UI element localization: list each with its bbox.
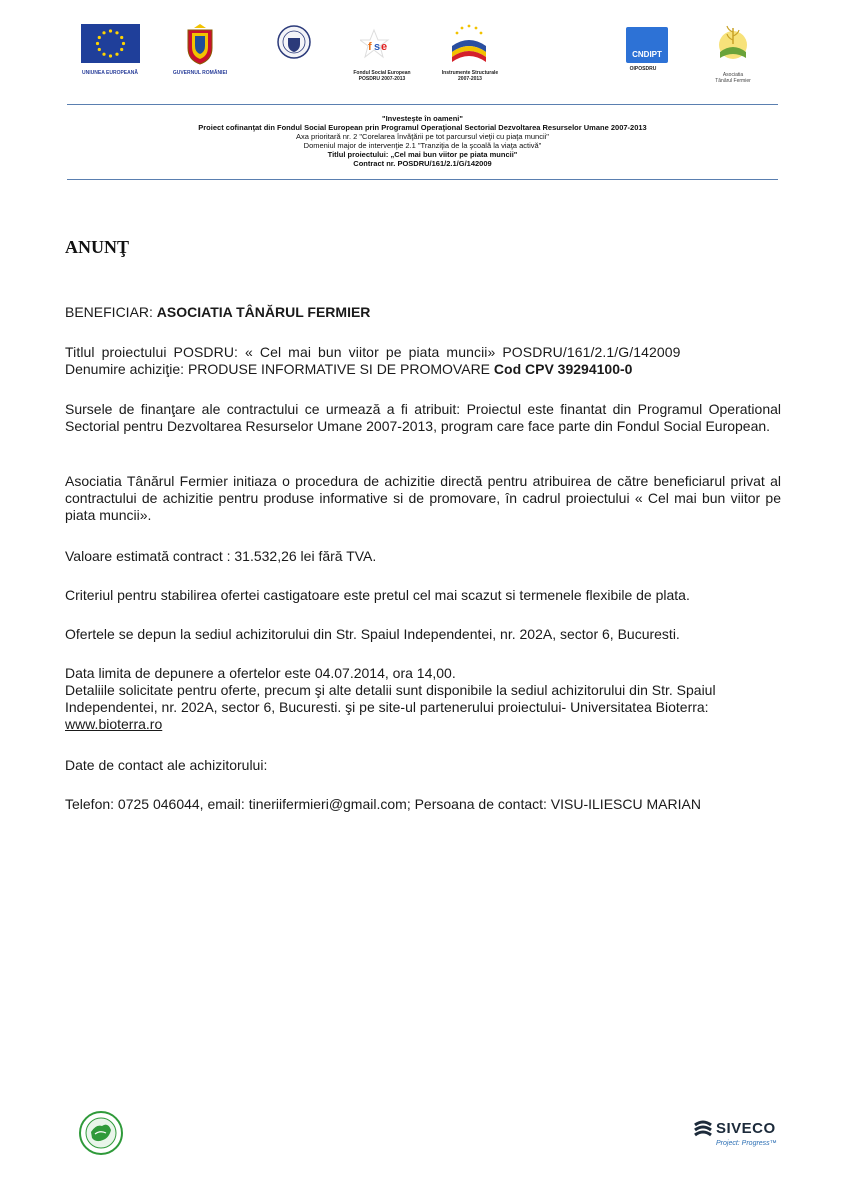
- cndipt-caption: OIPOSDRU: [629, 66, 657, 72]
- government-caption: GUVERNUL ROMÂNIEI: [172, 70, 228, 76]
- fse-logo-icon: [360, 26, 402, 67]
- deadline-line: Data limita de depunere a ofertelor este 04.07.2014, ora 14,00.: [65, 665, 456, 681]
- svg-text:e: e: [381, 41, 388, 53]
- fse-caption: Fondul Social European POSDRU 2007-2013: [353, 70, 411, 82]
- siveco-tagline: Project: Progress™: [716, 1140, 777, 1147]
- estimated-value-line: Valoare estimată contract : 31.532,26 lei fără TVA.: [65, 548, 377, 564]
- instrumente-caption: Instrumente Structurale 2007-2013: [441, 70, 499, 82]
- asociatia-tanarul-fermier-icon: [710, 22, 756, 73]
- contact-line: Telefon: 0725 046044, email: tineriifermieri@gmail.com; Persoana de contact: VISU-ILIESCU MARIAN: [65, 796, 701, 812]
- header-rule-top: [67, 104, 778, 105]
- bioterra-university-seal-icon: [78, 1110, 124, 1161]
- atf-caption: Asociatia Tânărul Fermier: [715, 72, 751, 84]
- header-axis-line: Axa prioritară nr. 2 "Corelarea învăţării pe tot parcursul vieţii cu piaţa muncii": [296, 132, 549, 141]
- header-title-line: [67, 150, 778, 159]
- header-contract-line: Contract nr. POSDRU/161/2.1/G/142009: [353, 159, 492, 168]
- ministry-seal-icon: [276, 24, 312, 65]
- bioterra-link[interactable]: www.bioterra.ro: [65, 716, 163, 732]
- beneficiary-line: [65, 304, 781, 321]
- header-title-label: Titlul proiectului:: [327, 150, 389, 159]
- cndipt-label: CNDIPT: [632, 50, 662, 59]
- project-title-line: Titlul proiectului POSDRU: « Cel mai bun viitor pe piata muncii» POSDRU/161/2.1/G/142009: [65, 344, 681, 360]
- header-motto: "Investeşte în oameni": [382, 114, 463, 123]
- eu-flag-icon: [81, 24, 140, 63]
- criteria-line: Criteriul pentru stabilirea ofertei castigatoare este pretul cel mai scazut si termenele flexibile de plata.: [65, 587, 690, 603]
- acquisition-label: Denumire achiziţie: PRODUSE INFORMATIVE SI DE PROMOVARE: [65, 361, 494, 377]
- eu-caption: UNIUNEA EUROPEANĂ: [82, 70, 138, 76]
- header-rule-bottom: [67, 179, 778, 180]
- page-title: ANUNŢ: [65, 237, 130, 257]
- svg-text:f: f: [368, 41, 372, 53]
- logo-row: [0, 0, 859, 100]
- contact-heading: Date de contact ale achizitorului:: [65, 757, 268, 773]
- submission-line: Ofertele se depun la sediul achizitorului din Str. Spaiul Independentei, nr. 202A, sector 6, Bucuresti.: [65, 626, 680, 642]
- header-project-line: Proiect cofinanţat din Fondul Social European prin Programul Operaţional Sectorial Dezvoltarea Resurselor Umane 2007-2013: [198, 123, 647, 132]
- siveco-name: SIVECO: [716, 1120, 776, 1137]
- header-title-value: „Cel mai bun viitor pe piata muncii": [390, 150, 518, 159]
- financing-paragraph: Sursele de finanţare ale contractului ce urmează a fi atribuit: Proiectul este finantat din Programul Operational Sectorial pentru Dezvoltarea Resurselor Umane 2007-2013, program care face parte din Fondul Social European.: [65, 401, 781, 434]
- instrumente-structurale-icon: [446, 22, 492, 71]
- details-text: Detaliile solicitate pentru oferte, precum şi alte detalii sunt disponibile la sediul achizitorului din Str. Spaiul Independentei, nr. 202A, sector 6, Bucuresti. şi pe site-ul partenerului proiectului- Universitatea Bioterra:: [65, 682, 716, 715]
- cndipt-logo-icon: [626, 27, 668, 63]
- acquisition-line: [65, 361, 781, 378]
- beneficiary-value: ASOCIATIA TÂNĂRUL FERMIER: [156, 304, 371, 320]
- romanian-government-crest-icon: [182, 24, 218, 71]
- header-domain-line: Domeniul major de intervenţie 2.1 "Tranziţia de la şcoală la viaţa activă": [303, 141, 542, 150]
- procedure-paragraph: Asociatia Tânărul Fermier initiaza o procedura de achizitie directă pentru atribuirea de către beneficiarul privat al contractului de achizitie pentru produse informative si de promovare, în cadrul proiectului « Cel mai bun viitor pe piata muncii».: [65, 473, 781, 523]
- details-paragraph: [65, 682, 765, 733]
- siveco-logo-icon: [692, 1119, 714, 1146]
- cpv-code: Cod CPV 39294100-0: [493, 361, 633, 377]
- beneficiary-label: BENEFICIAR:: [65, 304, 157, 320]
- svg-text:s: s: [374, 41, 381, 53]
